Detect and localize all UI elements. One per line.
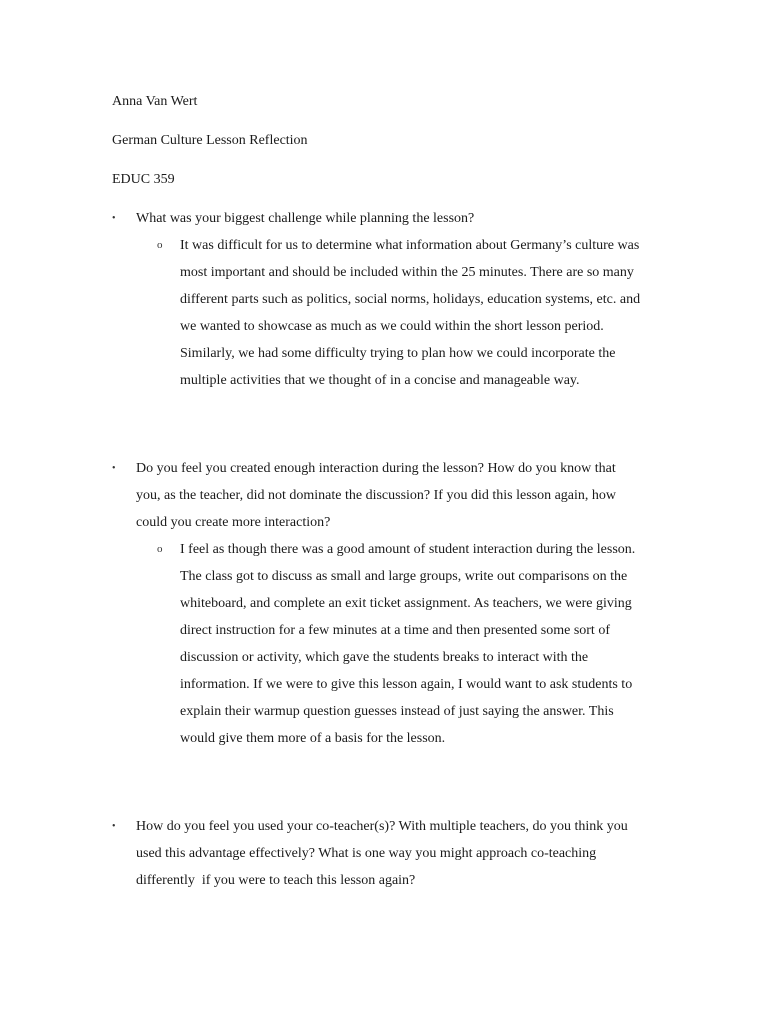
question-line: differently if you were to teach this lesson again? [136,873,416,888]
question-3 [136,813,676,894]
bullet-marker: • [112,213,116,224]
answer-line: Similarly, we had some difficulty trying to plan how we could incorporate the [180,346,616,361]
answer-line: information. If we were to give this lesson again, I would want to ask students to [180,677,633,692]
answer-line: The class got to discuss as small and large groups, write out comparisons on the [180,569,628,584]
answer-line: It was difficult for us to determine what information about Germany’s culture was [180,238,640,253]
answer-line: would give them more of a basis for the lesson. [180,731,446,746]
question-2 [136,455,676,536]
question-line: Do you feel you created enough interaction during the lesson? How do you know that [136,461,616,476]
document-title: German Culture Lesson Reflection [112,133,308,148]
answer-line: explain their warmup question guesses instead of just saying the answer. This [180,704,614,719]
question-1 [136,205,676,232]
answer-line: different parts such as politics, social norms, holidays, education systems, etc. and [180,292,641,307]
question-line: could you create more interaction? [136,515,331,530]
course-code: EDUC 359 [112,172,175,187]
answer-line: we wanted to showcase as much as we could within the short lesson period. [180,319,604,334]
bullet-marker: • [112,821,116,832]
sub-bullet-marker: o [157,543,163,555]
question-line: you, as the teacher, did not dominate the discussion? If you did this lesson again, how [136,488,617,503]
bullet-marker: • [112,463,116,474]
answer-line: multiple activities that we thought of in a concise and manageable way. [180,373,580,388]
answer-2 [180,536,680,752]
answer-1 [180,232,680,394]
answer-line: most important and should be included within the 25 minutes. There are so many [180,265,634,280]
author-name: Anna Van Wert [112,94,198,109]
question-line: How do you feel you used your co-teacher(s)? With multiple teachers, do you think you [136,819,628,834]
question-line: used this advantage effectively? What is one way you might approach co-teaching [136,846,597,861]
answer-line: I feel as though there was a good amount of student interaction during the lesson. [180,542,636,557]
answer-line: discussion or activity, which gave the students breaks to interact with the [180,650,589,665]
answer-line: direct instruction for a few minutes at a time and then presented some sort of [180,623,610,638]
answer-line: whiteboard, and complete an exit ticket assignment. As teachers, we were giving [180,596,632,611]
sub-bullet-marker: o [157,239,163,251]
question-line: What was your biggest challenge while planning the lesson? [136,211,475,226]
